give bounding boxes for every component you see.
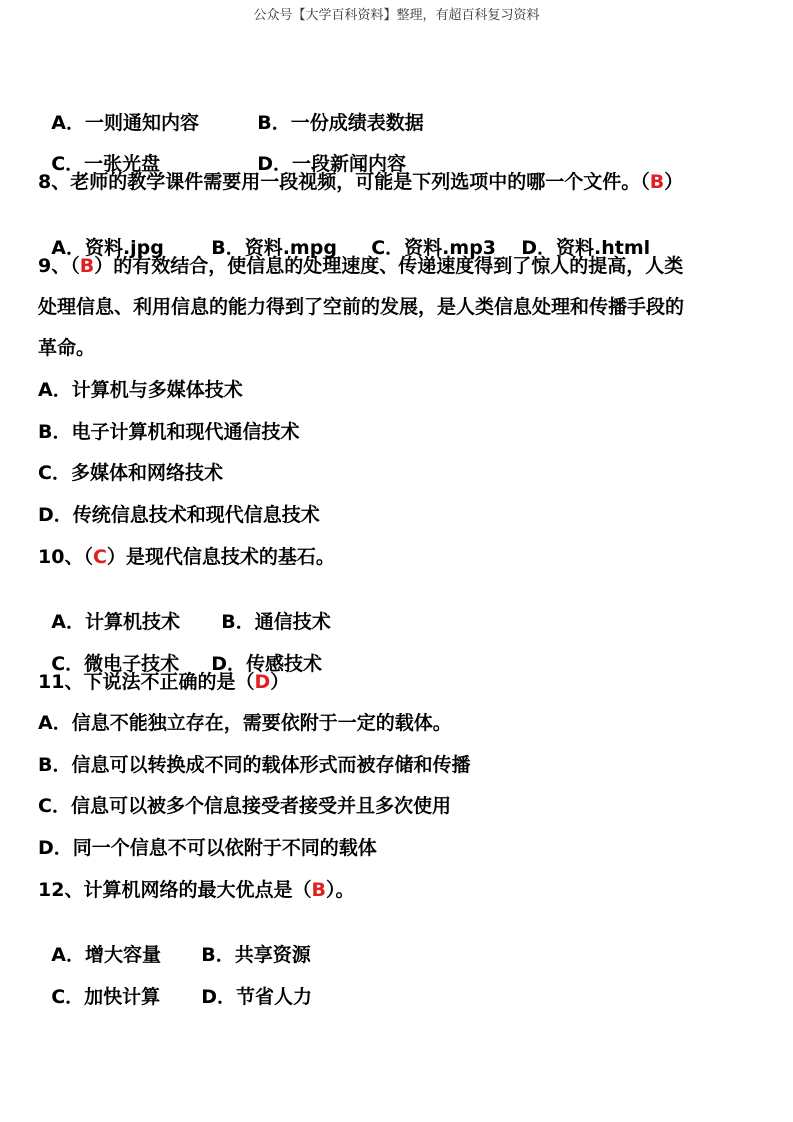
question-text-end: ）的有效结合，使信息的处理速度、传递速度得到了惊人的提高，人类 xyxy=(94,255,684,277)
option-d: D．传统信息技术和现代信息技术 xyxy=(38,504,320,526)
question-text: 12、计算机网络的最大优点是（ xyxy=(38,879,312,901)
option-d: D．传感技术 xyxy=(211,653,323,675)
option-b: B．资料.mpg xyxy=(211,237,337,259)
option-c: C．一张光盘 xyxy=(51,153,161,175)
option-c: C．加快计算 xyxy=(51,986,161,1008)
question-text: 11、下说法不正确的是（ xyxy=(38,671,255,693)
page-header: 公众号【大学百科资料】整理，有超百科复习资料 xyxy=(253,8,540,23)
question-8 xyxy=(38,170,683,194)
option-c: C．多媒体和网络技术 xyxy=(38,462,223,484)
question-text-end: ）。 xyxy=(325,879,355,901)
option-b: B．一份成绩表数据 xyxy=(257,112,424,134)
option-line xyxy=(38,128,406,176)
option-c: C．资料.mp3 xyxy=(371,237,497,259)
option-d: D．节省人力 xyxy=(201,986,313,1008)
answer-letter: B xyxy=(649,171,665,193)
answer-letter: D xyxy=(254,671,271,693)
answer-letter: C xyxy=(92,546,107,568)
answer-letter: B xyxy=(311,879,326,901)
option-a: A．计算机与多媒体技术 xyxy=(38,379,243,401)
option-b: B．共享资源 xyxy=(201,944,311,966)
question-10 xyxy=(38,545,335,569)
option-a: A．信息不能独立存在，需要依附于一定的载体。 xyxy=(38,712,452,734)
option-b: B．通信技术 xyxy=(221,611,331,633)
question-9-cont: 革命。 xyxy=(38,337,96,359)
option-d: D．一段新闻内容 xyxy=(257,153,407,175)
option-c: C．信息可以被多个信息接受者接受并且多次使用 xyxy=(38,795,451,817)
option-a: A．一则通知内容 xyxy=(51,112,199,134)
option-line xyxy=(38,919,311,967)
answer-letter: B xyxy=(79,255,95,277)
option-a: A．增大容量 xyxy=(51,944,161,966)
option-line xyxy=(38,212,650,260)
question-11 xyxy=(38,670,289,694)
question-text-end: ）是现代信息技术的基石。 xyxy=(106,546,335,568)
question-text-end: ） xyxy=(664,171,684,193)
question-text: 9、（ xyxy=(38,255,80,277)
option-b: B．信息可以转换成不同的载体形式而被存储和传播 xyxy=(38,754,471,776)
question-text: 8、老师的教学课件需要用一段视频，可能是下列选项中的哪一个文件。（ xyxy=(38,171,650,193)
question-9 xyxy=(38,254,683,278)
option-line xyxy=(38,586,331,634)
question-text-end: ） xyxy=(270,671,290,693)
option-a: A．计算机技术 xyxy=(51,611,180,633)
question-9-cont: 处理信息、利用信息的能力得到了空前的发展，是人类信息处理和传播手段的 xyxy=(38,296,685,318)
option-line xyxy=(38,628,322,676)
question-text: 10、（ xyxy=(38,546,93,568)
option-c: C．微电子技术 xyxy=(51,653,180,675)
option-d: D．同一个信息不可以依附于不同的载体 xyxy=(38,837,377,859)
option-a: A．资料.jpg xyxy=(51,237,164,259)
option-b: B．电子计算机和现代通信技术 xyxy=(38,421,300,443)
option-line xyxy=(38,961,312,1009)
question-12 xyxy=(38,878,354,902)
option-d: D．资料.html xyxy=(521,237,651,259)
